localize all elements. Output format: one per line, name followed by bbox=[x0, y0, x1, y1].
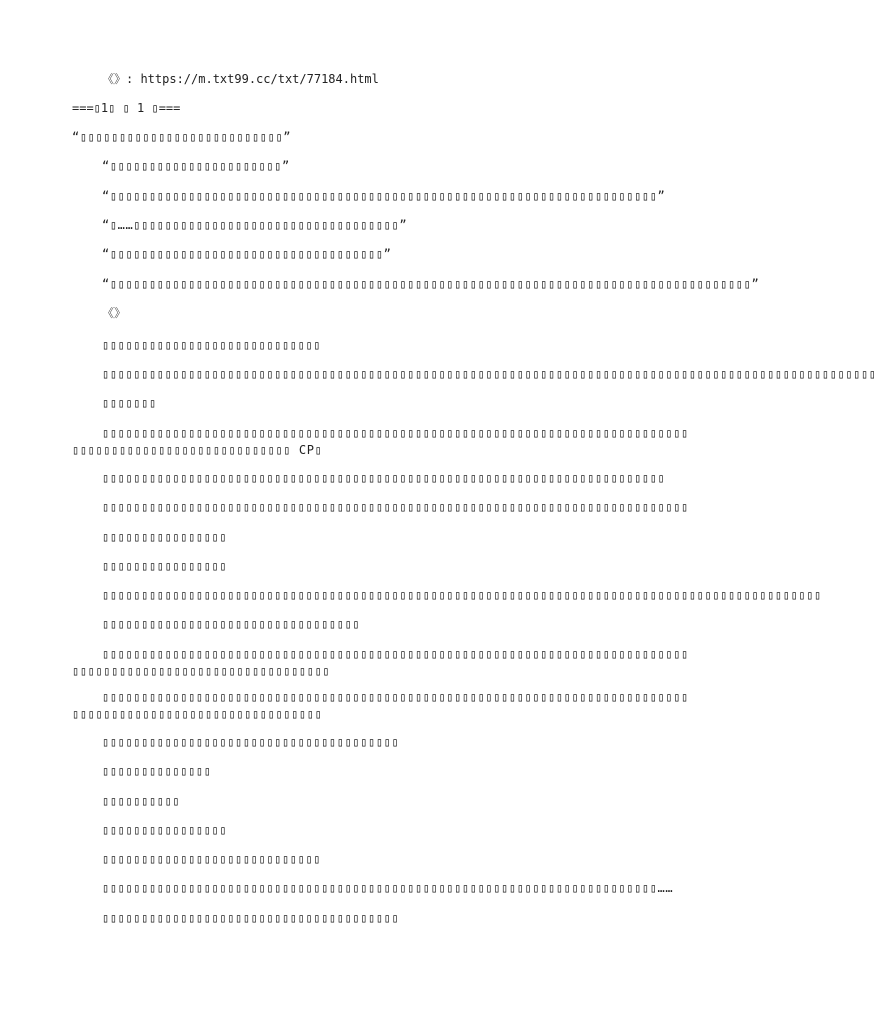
paragraph-line: ▯▯▯▯▯▯▯▯▯▯▯▯▯▯ bbox=[102, 764, 212, 778]
paragraph-line: ▯▯▯▯▯▯▯ bbox=[102, 396, 157, 410]
paragraph-line: ▯▯▯▯▯▯▯▯▯▯▯▯▯▯▯▯▯▯▯▯▯▯▯▯▯▯▯▯ bbox=[102, 852, 322, 866]
paragraph-line: ▯▯▯▯▯▯▯▯▯▯▯▯▯▯▯▯ bbox=[102, 823, 228, 837]
paragraph-line: ▯▯▯▯▯▯▯▯▯▯▯▯▯▯▯▯ bbox=[102, 530, 228, 544]
paragraph-line: “▯▯▯▯▯▯▯▯▯▯▯▯▯▯▯▯▯▯▯▯▯▯▯▯▯▯▯▯▯▯▯▯▯▯▯” bbox=[102, 247, 392, 261]
source-line: 《》: https://m.txt99.cc/txt/77184.html bbox=[102, 72, 379, 86]
paragraph-line: ▯▯▯▯▯▯▯▯▯▯▯▯▯▯▯▯▯▯▯▯▯▯▯▯▯▯▯▯ bbox=[102, 338, 322, 352]
paragraph-line: ▯▯▯▯▯▯▯▯▯▯ bbox=[102, 794, 181, 808]
paragraph-line: ▯▯▯▯▯▯▯▯▯▯▯▯▯▯▯▯▯▯▯▯▯▯▯▯▯▯▯▯▯▯▯▯▯▯▯▯▯▯ bbox=[102, 735, 400, 749]
paragraph-line: 《》 bbox=[102, 306, 127, 320]
paragraph-line: ▯▯▯▯▯▯▯▯▯▯▯▯▯▯▯▯▯▯▯▯▯▯▯▯▯▯▯▯▯▯▯▯▯▯▯▯▯▯▯▯▯▯▯▯▯▯▯▯▯▯▯▯▯▯▯▯▯▯▯▯▯▯▯▯▯▯▯▯▯▯▯▯▯▯▯▯▯▯▯▯▯▯▯▯▯▯▯▯▯▯▯▯ bbox=[102, 588, 822, 602]
paragraph-line: ▯▯▯▯▯▯▯▯▯▯▯▯▯▯▯▯▯▯▯▯▯▯▯▯▯▯▯▯▯▯▯▯▯ bbox=[102, 617, 361, 631]
paragraph-line: “▯▯▯▯▯▯▯▯▯▯▯▯▯▯▯▯▯▯▯▯▯▯▯▯▯▯▯▯▯▯▯▯▯▯▯▯▯▯▯▯▯▯▯▯▯▯▯▯▯▯▯▯▯▯▯▯▯▯▯▯▯▯▯▯▯▯▯▯▯▯” bbox=[102, 189, 666, 203]
paragraph-line: ▯▯▯▯▯▯▯▯▯▯▯▯▯▯▯▯▯▯▯▯▯▯▯▯▯▯▯▯▯▯▯▯▯▯▯▯▯▯▯▯▯▯▯▯▯▯▯▯▯▯▯▯▯▯▯▯▯▯▯▯▯▯▯▯▯▯▯▯▯▯▯▯▯▯▯▯▯▯▯▯▯▯▯▯▯▯▯▯▯▯▯▯▯▯▯▯▯▯▯▯▯▯▯▯▯▯▯▯ bbox=[72, 647, 689, 678]
paragraph-line: ▯▯▯▯▯▯▯▯▯▯▯▯▯▯▯▯▯▯▯▯▯▯▯▯▯▯▯▯▯▯▯▯▯▯▯▯▯▯ bbox=[102, 911, 400, 925]
paragraph-line: “▯▯▯▯▯▯▯▯▯▯▯▯▯▯▯▯▯▯▯▯▯▯▯▯▯▯” bbox=[72, 130, 292, 144]
paragraph-line: ▯▯▯▯▯▯▯▯▯▯▯▯▯▯▯▯ bbox=[102, 559, 228, 573]
paragraph-line: ▯▯▯▯▯▯▯▯▯▯▯▯▯▯▯▯▯▯▯▯▯▯▯▯▯▯▯▯▯▯▯▯▯▯▯▯▯▯▯▯▯▯▯▯▯▯▯▯▯▯▯▯▯▯▯▯▯▯▯▯▯▯▯▯▯▯▯▯▯▯▯▯▯▯▯ bbox=[102, 500, 689, 514]
paragraph-line: “▯……▯▯▯▯▯▯▯▯▯▯▯▯▯▯▯▯▯▯▯▯▯▯▯▯▯▯▯▯▯▯▯▯▯▯” bbox=[102, 218, 408, 232]
paragraph-line: ▯▯▯▯▯▯▯▯▯▯▯▯▯▯▯▯▯▯▯▯▯▯▯▯▯▯▯▯▯▯▯▯▯▯▯▯▯▯▯▯▯▯▯▯▯▯▯▯▯▯▯▯▯▯▯▯▯▯▯▯▯▯▯▯▯▯▯▯▯▯▯▯▯▯▯▯▯▯▯▯▯▯▯▯▯▯▯▯▯▯▯▯▯▯▯▯▯▯▯▯▯▯▯▯▯▯▯ bbox=[72, 690, 689, 721]
paragraph-line: ▯▯▯▯▯▯▯▯▯▯▯▯▯▯▯▯▯▯▯▯▯▯▯▯▯▯▯▯▯▯▯▯▯▯▯▯▯▯▯▯▯▯▯▯▯▯▯▯▯▯▯▯▯▯▯▯▯▯▯▯▯▯▯▯▯▯▯▯▯▯▯▯▯▯▯▯▯▯▯▯▯▯▯▯▯▯▯▯▯▯▯▯▯▯▯▯▯▯▯▯▯▯▯ CP▯ bbox=[72, 426, 689, 457]
paragraph-line: ▯▯▯▯▯▯▯▯▯▯▯▯▯▯▯▯▯▯▯▯▯▯▯▯▯▯▯▯▯▯▯▯▯▯▯▯▯▯▯▯▯▯▯▯▯▯▯▯▯▯▯▯▯▯▯▯▯▯▯▯▯▯▯▯▯▯▯▯▯▯▯▯ bbox=[102, 471, 666, 485]
paragraph-line: ▯▯▯▯▯▯▯▯▯▯▯▯▯▯▯▯▯▯▯▯▯▯▯▯▯▯▯▯▯▯▯▯▯▯▯▯▯▯▯▯▯▯▯▯▯▯▯▯▯▯▯▯▯▯▯▯▯▯▯▯▯▯▯▯▯▯▯▯▯▯▯▯▯▯▯▯▯▯▯▯▯▯▯▯▯▯▯▯▯▯▯▯▯▯▯▯▯▯▯ bbox=[102, 367, 877, 381]
chapter-heading: ===▯1▯ ▯ 1 ▯=== bbox=[72, 101, 181, 115]
paragraph-line: ▯▯▯▯▯▯▯▯▯▯▯▯▯▯▯▯▯▯▯▯▯▯▯▯▯▯▯▯▯▯▯▯▯▯▯▯▯▯▯▯▯▯▯▯▯▯▯▯▯▯▯▯▯▯▯▯▯▯▯▯▯▯▯▯▯▯▯▯▯▯▯…… bbox=[102, 881, 674, 895]
paragraph-line: “▯▯▯▯▯▯▯▯▯▯▯▯▯▯▯▯▯▯▯▯▯▯▯▯▯▯▯▯▯▯▯▯▯▯▯▯▯▯▯▯▯▯▯▯▯▯▯▯▯▯▯▯▯▯▯▯▯▯▯▯▯▯▯▯▯▯▯▯▯▯▯▯▯▯▯▯▯▯▯▯▯▯” bbox=[102, 277, 760, 291]
paragraph-line: “▯▯▯▯▯▯▯▯▯▯▯▯▯▯▯▯▯▯▯▯▯▯” bbox=[102, 159, 290, 173]
